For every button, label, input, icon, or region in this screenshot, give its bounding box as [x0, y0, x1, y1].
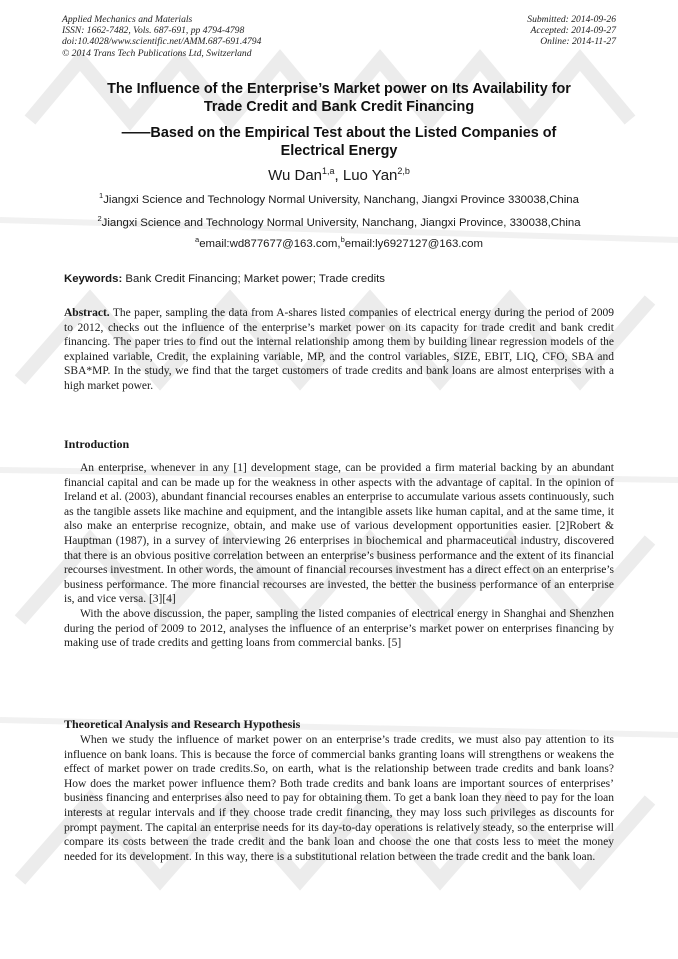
submitted-date: Submitted: 2014-09-26	[527, 14, 616, 25]
affiliation-text: Jiangxi Science and Technology Normal University, Nanchang, Jiangxi Province, 330038,China	[101, 217, 581, 229]
email-link-a[interactable]: email:wd877677@163.com,	[199, 238, 341, 250]
keywords	[64, 272, 385, 286]
author-name: Wu Dan	[268, 167, 323, 184]
introduction-body	[64, 461, 614, 651]
author-list	[62, 167, 616, 185]
dates-header	[527, 14, 616, 48]
accepted-date: Accepted: 2014-09-27	[530, 25, 616, 37]
title-line-1: The Influence of the Enterprise’s Market power on Its Availability for	[107, 81, 571, 97]
author-name: Luo Yan	[342, 167, 398, 184]
email-link-b[interactable]: email:ly6927127@163.com	[344, 238, 483, 250]
subtitle-line-2: Electrical Energy	[280, 143, 398, 159]
journal-name: Applied Mechanics and Materials	[62, 14, 193, 25]
paper-title	[62, 80, 616, 116]
paragraph: When we study the influence of market power on an enterprise’s trade credits, we must also pay attention to its influence on bank loans. This is because the force of commercial banks granting loans will strengthens or weakens the effect of market power on trade credits.So, on earth, what is the relationship between trade credits and bank loans? How does the market power influence them? Both trade credits and bank loans are important sources of enterprises’ business financing and enterprises also need to pay for obtaining them. To get a bank loan they need to pay for the loan interests at regular intervals and if they choose trade credit financing, they may loss such privileges as discounts for prompt payment. The capital an enterprise needs for its day-to-day operations is relatively steady, so the enterprise will compare its costs between the trade credit and the bank loan and choose the one that costs less to meet the money needed for its development. In this way, there is a substitutional relation between the trade credit and the bank loan.	[64, 734, 614, 863]
affiliation-sup: 2	[97, 214, 102, 223]
paper-subtitle	[62, 124, 616, 160]
abstract	[64, 306, 614, 394]
title-line-2: Trade Credit and Bank Credit Financing	[203, 99, 475, 115]
affiliation-1	[62, 193, 616, 207]
online-date: Online: 2014-11-27	[540, 36, 616, 48]
affiliation-sup: 1	[99, 191, 104, 200]
subtitle-line-1: ——Based on the Empirical Test about the Listed Companies of	[121, 125, 557, 141]
abstract-text: The paper, sampling the data from A-shares listed companies of electrical energy during the period of 2009 to 2012, checks out the influence of the enterprise’s market power on its capacity for trade credit and bank credit financing. The paper tries to find out the internal relationship among them by building linear regression models of the explained variable, Credit, the explaining variable, MP, and the control variables, SIZE, EBIT, LIQ, CFO, SBA and SBA*MP. In the study, we find that the target customers of trade credits and bank loans are almost enterprises with a high market power.	[64, 307, 614, 392]
paragraph: An enterprise, whenever in any [1] development stage, can be provided a firm material backing by an abundant financial capital and can be made up for the weakness in other aspects with the advantage of capital. In the opinion of Ireland et al. (2003), abundant financial recourses enables an enterprise to accumulate various assets continuously, such as the tangible assets like machine and equipment, and the intangible assets like human capital, and at the same time, it also make an enterprise recognize, obtain, and make use of various development opportunities easier. [2]Robert & Hauptman (1987), in a survey of interviewing 26 enterprises in biochemical and pharmaceutical industry, discovered that there is an obvious positive correlation between an enterprise’s business performance and the extent of its financial recourses investment. In other words, the amount of financial recourses investment has a direct effect on an enterprise’s business performance. The more financial recourses are invested, the better the business performance of an enterprise is, and vice versa. [3][4]	[64, 462, 615, 606]
author-separator: ,	[334, 167, 343, 184]
author-superscript: 2,b	[397, 166, 410, 176]
issn-line: ISSN: 1662-7482, Vols. 687-691, pp 4794-4798	[62, 25, 245, 37]
copyright-line: © 2014 Trans Tech Publications Ltd, Switzerland	[62, 47, 252, 59]
affiliation-text: Jiangxi Science and Technology Normal University, Nanchang, Jiangxi Province 330038,China	[103, 194, 579, 206]
paragraph: With the above discussion, the paper, sampling the listed companies of electrical energy in Shanghai and Shenzhen during the period of 2009 to 2012, analyses the influence of an enterprise’s market power on enterprises financing by making use of trade credits and getting loans from commercial banks. [5]	[64, 607, 614, 650]
keywords-label: Keywords:	[64, 273, 123, 285]
email-sup: b	[340, 235, 345, 244]
keywords-text: Bank Credit Financing; Market power; Trade credits	[122, 273, 385, 285]
email-line	[62, 237, 616, 251]
doi-line[interactable]: doi:10.4028/www.scientific.net/AMM.687-691.4794	[62, 36, 262, 48]
section-heading-introduction: Introduction	[64, 437, 130, 451]
theory-body	[64, 733, 614, 864]
affiliation-2	[62, 216, 616, 230]
abstract-label: Abstract.	[64, 307, 110, 319]
section-heading-theory: Theoretical Analysis and Research Hypothesis	[64, 717, 301, 731]
email-sup: a	[195, 235, 200, 244]
author-superscript: 1,a	[322, 166, 335, 176]
journal-header	[62, 14, 261, 59]
